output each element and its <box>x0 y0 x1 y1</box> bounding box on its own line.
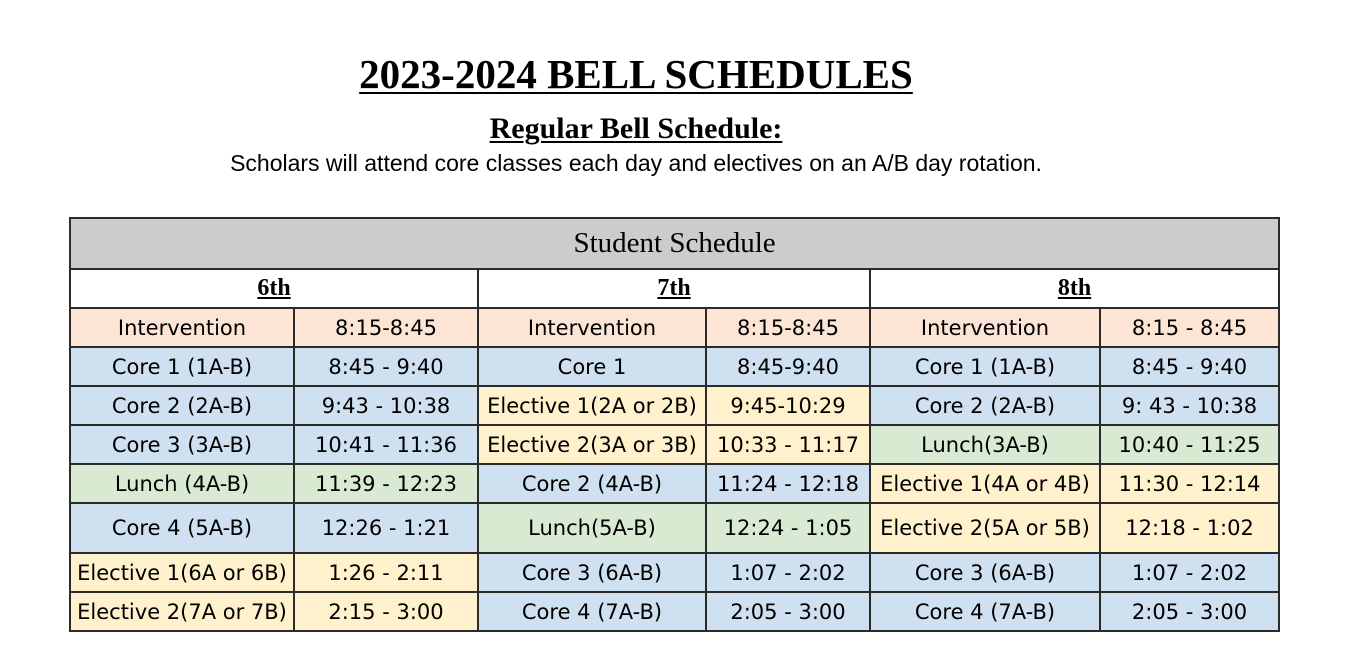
period-label-cell: Elective 1(4A or 4B) <box>870 464 1100 503</box>
table-row <box>70 425 1279 464</box>
period-time-cell: 2:05 - 3:00 <box>706 592 870 631</box>
grade-label: 7th <box>657 275 691 301</box>
table-row <box>70 308 1279 347</box>
period-label-cell: Core 3 (6A-B) <box>870 553 1100 592</box>
period-label-cell: Core 4 (7A-B) <box>870 592 1100 631</box>
period-label-cell: Intervention <box>70 308 294 347</box>
period-label-cell: Elective 2(3A or 3B) <box>478 425 706 464</box>
period-time-cell: 9: 43 - 10:38 <box>1100 386 1279 425</box>
table-row <box>70 386 1279 425</box>
schedule-subtitle: Regular Bell Schedule: <box>489 112 783 145</box>
period-time-cell: 2:05 - 3:00 <box>1100 592 1279 631</box>
period-label-cell: Elective 2(5A or 5B) <box>870 503 1100 553</box>
period-time-cell: 10:40 - 11:25 <box>1100 425 1279 464</box>
table-row <box>70 553 1279 592</box>
period-time-cell: 9:43 - 10:38 <box>294 386 478 425</box>
period-label-cell: Lunch(5A-B) <box>478 503 706 553</box>
schedule-description: Scholars will attend core classes each day and electives on an A/B day rotation. <box>230 150 1042 176</box>
period-time-cell: 2:15 - 3:00 <box>294 592 478 631</box>
period-time-cell: 11:30 - 12:14 <box>1100 464 1279 503</box>
period-label-cell: Core 2 (2A-B) <box>870 386 1100 425</box>
period-time-cell: 11:39 - 12:23 <box>294 464 478 503</box>
period-time-cell: 12:18 - 1:02 <box>1100 503 1279 553</box>
period-label-cell: Core 1 (1A-B) <box>870 347 1100 386</box>
schedule-body <box>70 308 1279 631</box>
period-label-cell: Elective 2(7A or 7B) <box>70 592 294 631</box>
period-time-cell: 1:26 - 2:11 <box>294 553 478 592</box>
period-label-cell: Lunch (4A-B) <box>70 464 294 503</box>
period-time-cell: 10:41 - 11:36 <box>294 425 478 464</box>
period-label-cell: Core 2 (4A-B) <box>478 464 706 503</box>
period-time-cell: 9:45-10:29 <box>706 386 870 425</box>
period-label-cell: Core 4 (5A-B) <box>70 503 294 553</box>
period-time-cell: 12:24 - 1:05 <box>706 503 870 553</box>
period-label-cell: Core 1 <box>478 347 706 386</box>
period-label-cell: Core 1 (1A-B) <box>70 347 294 386</box>
period-label-cell: Core 3 (3A-B) <box>70 425 294 464</box>
table-row <box>70 592 1279 631</box>
table-row <box>70 503 1279 553</box>
period-label-cell: Core 2 (2A-B) <box>70 386 294 425</box>
period-time-cell: 8:45 - 9:40 <box>1100 347 1279 386</box>
period-label-cell: Elective 1(2A or 2B) <box>478 386 706 425</box>
grade-header-6th <box>70 269 478 308</box>
grade-label: 8th <box>1057 275 1092 301</box>
period-label-cell: Intervention <box>870 308 1100 347</box>
period-time-cell: 8:15 - 8:45 <box>1100 308 1279 347</box>
period-time-cell: 8:45 - 9:40 <box>294 347 478 386</box>
period-time-cell: 11:24 - 12:18 <box>706 464 870 503</box>
period-time-cell: 10:33 - 11:17 <box>706 425 870 464</box>
table-header: Student Schedule <box>70 218 1279 269</box>
grade-header-7th <box>478 269 870 308</box>
period-label-cell: Core 3 (6A-B) <box>478 553 706 592</box>
table-row <box>70 464 1279 503</box>
period-label-cell: Core 4 (7A-B) <box>478 592 706 631</box>
period-label-cell: Intervention <box>478 308 706 347</box>
period-time-cell: 8:15-8:45 <box>294 308 478 347</box>
period-time-cell: 12:26 - 1:21 <box>294 503 478 553</box>
student-schedule-table <box>69 217 1280 632</box>
period-time-cell: 1:07 - 2:02 <box>1100 553 1279 592</box>
period-time-cell: 8:45-9:40 <box>706 347 870 386</box>
period-time-cell: 8:15-8:45 <box>706 308 870 347</box>
period-label-cell: Elective 1(6A or 6B) <box>70 553 294 592</box>
table-row <box>70 347 1279 386</box>
page-title: 2023-2024 BELL SCHEDULES <box>359 51 913 97</box>
grade-header-8th <box>870 269 1279 308</box>
period-label-cell: Lunch(3A-B) <box>870 425 1100 464</box>
grade-label: 6th <box>257 275 291 301</box>
period-time-cell: 1:07 - 2:02 <box>706 553 870 592</box>
